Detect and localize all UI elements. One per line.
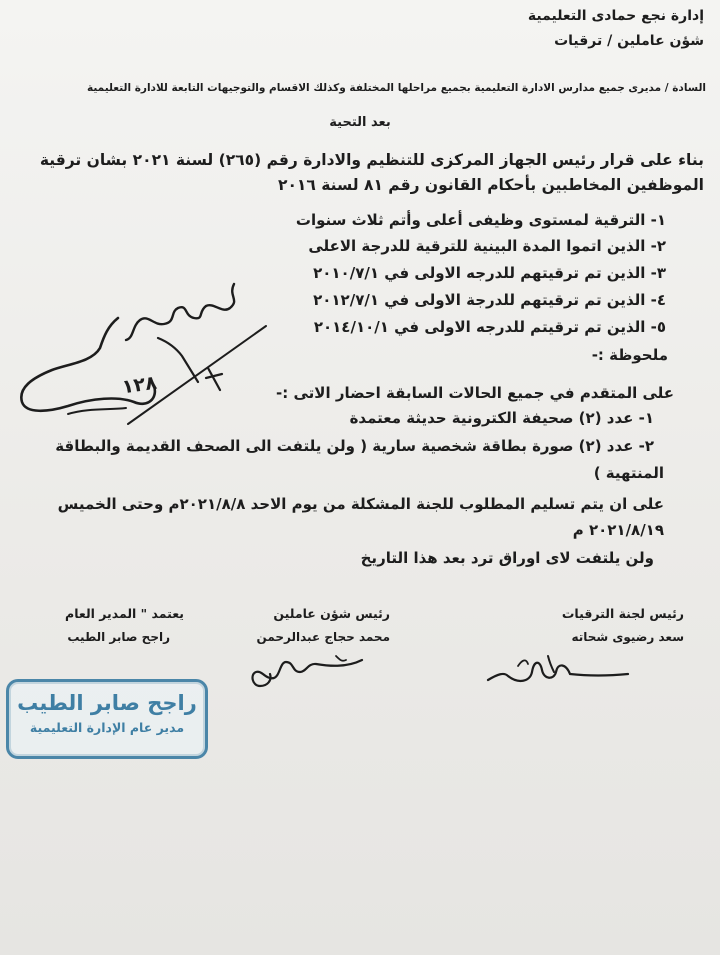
header-organization: إدارة نجع حمادى التعليمية bbox=[527, 8, 704, 24]
note-heading: ملحوظة :- bbox=[591, 346, 668, 364]
hr-head-title: رئيس شؤن عاملين bbox=[273, 606, 390, 621]
hr-head-name: محمد حجاج عبدالرحمن bbox=[256, 630, 390, 644]
addressee-line: السادة / مديرى جميع مدارس الادارة التعليمية بجميع مراحلها المختلفة وكذلك الاقسام والتوجيهات التابعة للادارة التعليمية bbox=[87, 82, 706, 94]
intro-line-2: الموظفين المخاطبين بأحكام القانون رقم ٨١ لسنة ٢٠١٦ bbox=[278, 176, 704, 194]
official-stamp bbox=[6, 679, 208, 759]
requirement-2-line-1: ٢- عدد (٢) صورة بطاقة شخصية سارية ( ولن يلتفت الى الصحف القديمة والبطاقة bbox=[55, 437, 654, 455]
margin-note-number: ١٢٨ bbox=[120, 371, 159, 399]
requirement-2-line-2: المنتهية ) bbox=[593, 464, 664, 482]
hr-head-signature bbox=[236, 646, 376, 696]
list-item: ٥- الذين تم ترقيتم للدرجه الاولى في ٢٠١٤/١٠/١ bbox=[313, 318, 666, 336]
margin-handwritten-note bbox=[8, 278, 276, 426]
note-intro: على المتقدم في جميع الحالات السابقة احضار الاتى :- bbox=[276, 384, 674, 402]
delivery-line-2: ٢٠٢١/٨/١٩ م bbox=[572, 521, 664, 539]
stamp-role: مدير عام الإدارة التعليمية bbox=[29, 720, 185, 735]
stamp-name: راجح صابر الطيب bbox=[17, 691, 197, 715]
director-name: راجح صابر الطيب bbox=[67, 630, 170, 644]
intro-line-1: بناء على قرار رئيس الجهاز المركزى للتنظيم والادارة رقم (٢٦٥) لسنة ٢٠٢١ بشان ترقية bbox=[39, 151, 704, 169]
committee-head-name: سعد رضيوى شحاته bbox=[571, 630, 684, 644]
closing-line: ولن يلتفت لاى اوراق ترد بعد هذا التاريخ bbox=[360, 549, 654, 567]
header-department: شؤن عاملين / ترقيات bbox=[554, 33, 704, 49]
list-item: ١- الترقية لمستوى وظيفى أعلى وأتم ثلاث سنوات bbox=[295, 211, 666, 229]
committee-head-signature bbox=[478, 646, 638, 696]
greeting: بعد التحية bbox=[329, 115, 391, 130]
list-item: ٤- الذين تم ترقيتهم للدرجة الاولى في ٢٠١٢/٧/١ bbox=[313, 291, 666, 309]
director-title: يعتمد " المدير العام bbox=[65, 606, 184, 621]
delivery-line-1: على ان يتم تسليم المطلوب للجنة المشكلة من يوم الاحد ٢٠٢١/٨/٨م وحتى الخميس bbox=[57, 495, 664, 513]
committee-head-title: رئيس لجنة الترقيات bbox=[561, 606, 684, 621]
list-item: ٢- الذين اتموا المدة البينية للترقية للدرجة الاعلى bbox=[308, 237, 666, 255]
requirement-1: ١- عدد (٢) صحيفة الكترونية حديثة معتمدة bbox=[349, 409, 654, 427]
list-item: ٣- الذين تم ترقيتهم للدرجه الاولى في ٢٠١٠/٧/١ bbox=[313, 264, 666, 282]
